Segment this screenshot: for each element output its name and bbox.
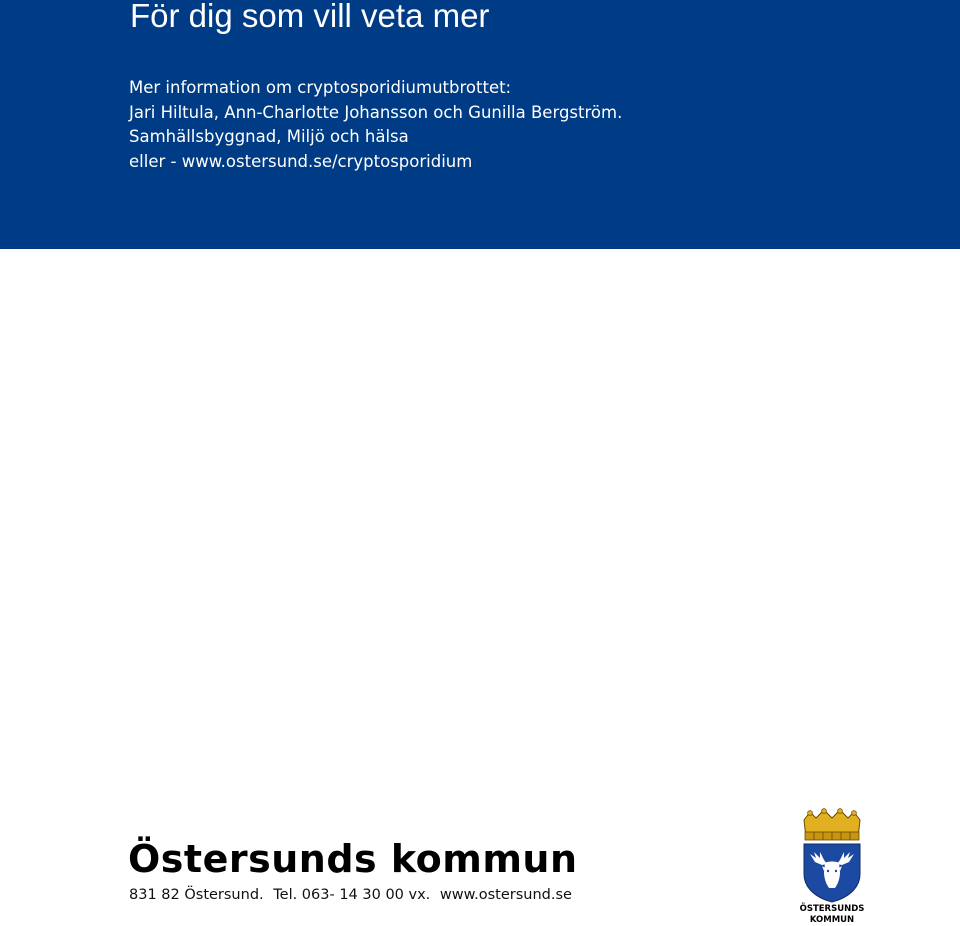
info-line-department: Samhällsbyggnad, Miljö och hälsa bbox=[129, 127, 409, 146]
contact-info bbox=[129, 76, 622, 174]
organization-name: Östersunds kommun bbox=[128, 837, 578, 881]
info-line-contacts: Jari Hiltula, Ann-Charlotte Johansson och Gunilla Bergström. bbox=[129, 102, 623, 122]
info-band bbox=[0, 0, 960, 249]
postal-address: 831 82 Östersund. bbox=[129, 887, 264, 903]
band-title: För dig som vill veta mer bbox=[130, 0, 490, 34]
phone-number: Tel. 063- 14 30 00 vx. bbox=[273, 887, 431, 903]
logo-wordmark bbox=[796, 904, 868, 926]
website-link: www.ostersund.se bbox=[439, 887, 572, 903]
crown-icon bbox=[804, 809, 860, 840]
logo-line-2: KOMMUN bbox=[809, 915, 855, 925]
footer-contact bbox=[129, 885, 577, 905]
logo-line-1: ÖSTERSUNDS bbox=[799, 904, 865, 914]
info-line-website: eller - www.ostersund.se/cryptosporidium bbox=[129, 151, 473, 171]
info-line-intro: Mer information om cryptosporidiumutbrottet: bbox=[129, 78, 512, 97]
